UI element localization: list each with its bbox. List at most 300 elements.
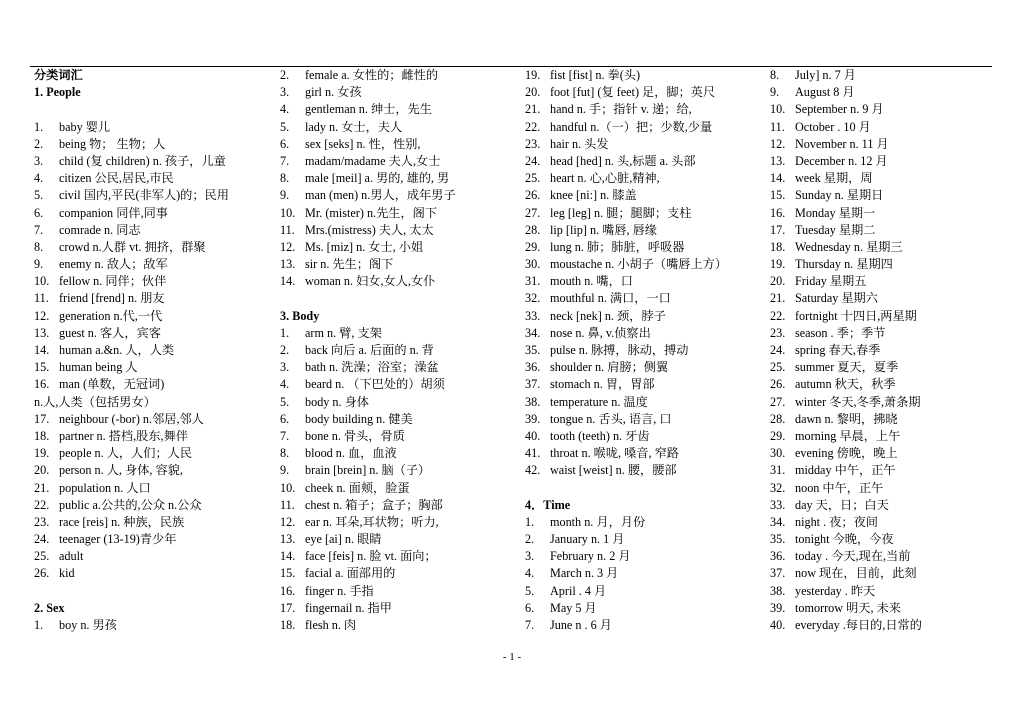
entry-number: 19. bbox=[770, 257, 786, 272]
entry-number: 20. bbox=[770, 274, 786, 289]
entry-text: kid bbox=[59, 566, 75, 581]
vocab-entry bbox=[280, 531, 520, 548]
vocab-entry bbox=[280, 445, 520, 462]
spacer bbox=[280, 290, 520, 307]
entry-text: December n. 12 月 bbox=[795, 153, 888, 168]
entry-number: 33. bbox=[525, 308, 541, 323]
entry-number: 30. bbox=[770, 446, 786, 461]
vocab-entry bbox=[34, 119, 274, 136]
column-4 bbox=[770, 67, 1010, 634]
entry-number: 11. bbox=[280, 497, 295, 512]
entry-text: man (men) n.男人，成年男子 bbox=[305, 188, 456, 203]
entry-text: tomorrow 明天, 未来 bbox=[795, 600, 901, 615]
vocab-entry bbox=[770, 67, 1010, 84]
entry-number: 1. bbox=[34, 618, 44, 632]
spacer bbox=[34, 583, 274, 600]
vocab-entry bbox=[525, 205, 765, 222]
entry-text: hand n. 手；指针 v. 递；给, bbox=[550, 102, 692, 117]
vocab-entry bbox=[280, 119, 520, 136]
entry-number: 35. bbox=[770, 532, 786, 547]
entry-number: 13. bbox=[280, 257, 296, 272]
entry-number: 6. bbox=[525, 600, 535, 615]
vocab-entry bbox=[34, 153, 274, 170]
entry-text: race [reis] n. 种族，民族 bbox=[59, 514, 185, 529]
vocab-entry bbox=[770, 342, 1010, 359]
vocab-entry bbox=[525, 411, 765, 428]
entry-number: 6. bbox=[280, 136, 290, 151]
vocab-entry bbox=[280, 411, 520, 428]
entry-text: autumn 秋天，秋季 bbox=[795, 377, 896, 392]
entry-text: male [meil] a. 男的, 雄的, 男 bbox=[305, 171, 450, 186]
vocab-entry bbox=[525, 462, 765, 479]
vocab-entry bbox=[34, 497, 274, 514]
entry-number: 24. bbox=[34, 532, 50, 547]
entry-text: temperature n. 温度 bbox=[550, 394, 648, 409]
entry-text: season . 季；季节 bbox=[795, 325, 886, 340]
vocab-entry bbox=[280, 101, 520, 118]
entry-text: week 星期，周 bbox=[795, 171, 873, 186]
vocab-entry bbox=[34, 565, 274, 582]
vocab-entry bbox=[280, 222, 520, 239]
entry-text: blood n. 血，血液 bbox=[305, 446, 397, 461]
entry-text: face [feis] n. 脸 vt. 面向； bbox=[305, 549, 437, 564]
entry-number: 8. bbox=[770, 68, 780, 82]
vocab-entry bbox=[525, 600, 765, 617]
entry-text: Mr. (mister) n.先生，阁下 bbox=[305, 205, 438, 220]
vocab-entry bbox=[525, 325, 765, 342]
vocab-entry bbox=[770, 170, 1010, 187]
entry-text: evening 傍晚，晚上 bbox=[795, 446, 898, 461]
entry-text: teenager (13-19)青少年 bbox=[59, 532, 177, 547]
vocab-entry bbox=[525, 153, 765, 170]
vocab-entry bbox=[770, 84, 1010, 101]
entry-text: heart n. 心,心脏,精神, bbox=[550, 171, 660, 186]
entry-number: 32. bbox=[525, 291, 541, 306]
page-number: - 1 - bbox=[502, 651, 522, 663]
vocab-entry bbox=[34, 445, 274, 462]
entry-number: 41. bbox=[525, 446, 541, 461]
vocab-entry bbox=[280, 84, 520, 101]
entry-number: 33. bbox=[770, 497, 786, 512]
entry-text: cheek n. 面颊，脸蛋 bbox=[305, 480, 410, 495]
vocab-entry bbox=[770, 290, 1010, 307]
vocab-entry bbox=[525, 548, 765, 565]
entry-number: 39. bbox=[525, 411, 541, 426]
vocab-entry bbox=[34, 359, 274, 376]
vocab-entry bbox=[770, 497, 1010, 514]
entry-text: leg [leg] n. 腿；腿脚；支柱 bbox=[550, 205, 692, 220]
entry-number: 34. bbox=[770, 514, 786, 529]
vocab-entry bbox=[770, 531, 1010, 548]
vocab-entry bbox=[280, 67, 520, 84]
vocab-entry bbox=[770, 548, 1010, 565]
entry-number: 39. bbox=[770, 600, 786, 615]
entry-text: comrade n. 同志 bbox=[59, 222, 141, 237]
vocab-entry bbox=[34, 290, 274, 307]
entry-text: May 5 月 bbox=[550, 600, 597, 615]
entry-text: March n. 3 月 bbox=[550, 566, 619, 581]
vocab-entry bbox=[280, 153, 520, 170]
vocab-entry bbox=[280, 342, 520, 359]
entry-number: 25. bbox=[525, 171, 541, 186]
entry-number: 5. bbox=[34, 188, 44, 203]
vocab-entry bbox=[280, 376, 520, 393]
entry-number: 8. bbox=[280, 446, 290, 461]
entry-number: 13. bbox=[34, 325, 50, 340]
entry-text: day 天，日；白天 bbox=[795, 497, 889, 512]
entry-text: bone n. 骨头，骨质 bbox=[305, 428, 405, 443]
entry-text: foot [fut] (复 feet) 足，脚；英尺 bbox=[550, 85, 716, 100]
entry-text: knee [ni:] n. 膝盖 bbox=[550, 188, 637, 203]
vocab-entry bbox=[280, 325, 520, 342]
entry-text: morning 早晨，上午 bbox=[795, 428, 901, 443]
section-heading: 4．Time bbox=[525, 497, 571, 512]
entry-text: everyday .每日的,日常的 bbox=[795, 618, 922, 632]
entry-number: 31. bbox=[770, 463, 786, 478]
entry-text: human a.&n. 人，人类 bbox=[59, 343, 175, 357]
entry-number: 23. bbox=[525, 136, 541, 151]
entry-text: adult bbox=[59, 549, 84, 564]
entry-text: fortnight 十四日,两星期 bbox=[795, 308, 917, 323]
entry-number: 6. bbox=[280, 411, 290, 426]
section-heading: 3. Body bbox=[280, 308, 320, 323]
entry-number: 20. bbox=[34, 463, 50, 478]
entry-text: eye [ai] n. 眼睛 bbox=[305, 532, 382, 547]
entry-text: friend [frend] n. 朋友 bbox=[59, 291, 165, 306]
entry-number: 1. bbox=[525, 514, 535, 529]
vocab-entry bbox=[525, 342, 765, 359]
vocab-entry bbox=[280, 583, 520, 600]
entry-text: ear n. 耳朵,耳状物；听力, bbox=[305, 514, 439, 529]
entry-text: public a.公共的,公众 n.公众 bbox=[59, 497, 202, 512]
entry-number: 8. bbox=[34, 239, 44, 254]
entry-number: 7. bbox=[525, 618, 535, 632]
entry-continuation: n.人,人类（包括男女） bbox=[34, 394, 156, 409]
vocab-entry bbox=[280, 428, 520, 445]
entry-number: 35. bbox=[525, 343, 541, 357]
vocab-entry bbox=[280, 273, 520, 290]
entry-text: lung n. 肺；肺脏，呼吸器 bbox=[550, 239, 685, 254]
entry-text: citizen 公民,居民,市民 bbox=[59, 171, 174, 186]
vocab-entry bbox=[525, 617, 765, 634]
entry-text: partner n. 搭档,股东,舞伴 bbox=[59, 428, 188, 443]
entry-number: 6. bbox=[34, 205, 44, 220]
entry-text: now 现在，目前，此刻 bbox=[795, 566, 917, 581]
vocab-entry bbox=[525, 428, 765, 445]
vocab-entry bbox=[34, 308, 274, 325]
entry-number: 5. bbox=[280, 119, 290, 134]
column-2 bbox=[280, 67, 520, 634]
entry-text: madam/madame 夫人,女士 bbox=[305, 153, 441, 168]
vocab-entry bbox=[34, 170, 274, 187]
entry-text: being 物； 生物；人 bbox=[59, 136, 166, 151]
entry-text: Sunday n. 星期日 bbox=[795, 188, 884, 203]
vocab-entry bbox=[525, 187, 765, 204]
entry-text: fellow n. 同伴；伙伴 bbox=[59, 274, 167, 289]
entry-number: 26. bbox=[525, 188, 541, 203]
entry-text: Wednesday n. 星期三 bbox=[795, 239, 903, 254]
entry-number: 32. bbox=[770, 480, 786, 495]
entry-number: 18. bbox=[34, 428, 50, 443]
entry-text: neck [nek] n. 颈，脖子 bbox=[550, 308, 666, 323]
entry-number: 12. bbox=[280, 239, 296, 254]
entry-number: 10. bbox=[280, 205, 296, 220]
entry-number: 37. bbox=[770, 566, 786, 581]
vocab-entry bbox=[34, 239, 274, 256]
vocab-entry bbox=[34, 136, 274, 153]
entry-number: 36. bbox=[525, 360, 541, 375]
entry-number: 19. bbox=[34, 446, 50, 461]
entry-text: sex [seks] n. 性，性别, bbox=[305, 136, 421, 151]
entry-number: 15. bbox=[770, 188, 786, 203]
vocab-entry bbox=[34, 325, 274, 342]
entry-number: 4. bbox=[34, 171, 44, 186]
document-title: 分类词汇 bbox=[34, 68, 83, 82]
entry-number: 7. bbox=[280, 153, 290, 168]
vocab-entry bbox=[280, 170, 520, 187]
vocab-entry bbox=[280, 565, 520, 582]
vocab-entry bbox=[770, 376, 1010, 393]
vocab-entry bbox=[280, 514, 520, 531]
entry-text: people n. 人，人们；人民 bbox=[59, 446, 193, 461]
vocab-entry bbox=[525, 222, 765, 239]
entry-text: brain [brein] n. 脑（子） bbox=[305, 463, 431, 478]
entry-number: 21. bbox=[770, 291, 786, 306]
vocab-entry bbox=[525, 445, 765, 462]
entry-text: month n. 月，月份 bbox=[550, 514, 646, 529]
entry-text: baby 婴儿 bbox=[59, 119, 111, 134]
entry-text: tongue n. 舌头, 语言, 口 bbox=[550, 411, 672, 426]
entry-text: man (单数，无冠词) bbox=[59, 377, 165, 392]
vocab-entry bbox=[280, 462, 520, 479]
entry-number: 16. bbox=[770, 205, 786, 220]
entry-number: 20. bbox=[525, 85, 541, 100]
entry-number: 15. bbox=[34, 360, 50, 375]
entry-text: Tuesday 星期二 bbox=[795, 222, 876, 237]
entry-text: April . 4 月 bbox=[550, 583, 607, 598]
entry-text: female a. 女性的；雌性的 bbox=[305, 68, 439, 82]
entry-text: today . 今天,现在,当前 bbox=[795, 549, 911, 564]
entry-number: 5. bbox=[280, 394, 290, 409]
vocab-entry bbox=[770, 239, 1010, 256]
vocab-entry bbox=[770, 514, 1010, 531]
entry-text: November n. 11 月 bbox=[795, 136, 889, 151]
vocab-entry bbox=[525, 101, 765, 118]
entry-number: 4. bbox=[280, 377, 290, 392]
vocab-entry bbox=[280, 359, 520, 376]
vocab-entry bbox=[280, 256, 520, 273]
entry-text: August 8 月 bbox=[795, 85, 855, 100]
entry-text: Mrs.(mistress) 夫人, 太太 bbox=[305, 222, 434, 237]
entry-number: 25. bbox=[770, 360, 786, 375]
entry-text: girl n. 女孩 bbox=[305, 85, 362, 100]
entry-text: human being 人 bbox=[59, 360, 138, 375]
entry-number: 37. bbox=[525, 377, 541, 392]
entry-text: facial a. 面部用的 bbox=[305, 566, 396, 581]
vocab-entry bbox=[280, 205, 520, 222]
vocab-entry bbox=[770, 583, 1010, 600]
entry-number: 15. bbox=[280, 566, 296, 581]
entry-text: boy n. 男孩 bbox=[59, 618, 117, 632]
vocab-entry bbox=[34, 256, 274, 273]
vocab-entry bbox=[525, 376, 765, 393]
entry-text: Monday 星期一 bbox=[795, 205, 876, 220]
entry-number: 7. bbox=[280, 428, 290, 443]
vocab-entry bbox=[525, 84, 765, 101]
entry-number: 3. bbox=[525, 549, 535, 564]
entry-text: body building n. 健美 bbox=[305, 411, 413, 426]
entry-text: back 向后 a. 后面的 n. 背 bbox=[305, 343, 434, 357]
vocab-entry bbox=[525, 308, 765, 325]
vocab-entry bbox=[34, 411, 274, 428]
vocab-entry bbox=[34, 222, 274, 239]
entry-number: 17. bbox=[34, 411, 50, 426]
entry-number: 17. bbox=[770, 222, 786, 237]
entry-text: January n. 1 月 bbox=[550, 532, 625, 547]
entry-text: arm n. 臂, 支架 bbox=[305, 325, 382, 340]
entry-number: 16. bbox=[34, 377, 50, 392]
vocab-entry bbox=[770, 308, 1010, 325]
entry-text: July] n. 7 月 bbox=[795, 68, 856, 82]
vocab-entry bbox=[770, 359, 1010, 376]
vocab-entry bbox=[525, 239, 765, 256]
vocab-entry bbox=[280, 548, 520, 565]
entry-number: 4. bbox=[525, 566, 535, 581]
vocab-entry bbox=[770, 480, 1010, 497]
entry-number: 18. bbox=[770, 239, 786, 254]
vocab-entry bbox=[280, 600, 520, 617]
entry-number: 11. bbox=[34, 291, 49, 306]
entry-number: 16. bbox=[280, 583, 296, 598]
entry-text: lady n. 女士，夫人 bbox=[305, 119, 403, 134]
entry-text: midday 中午，正午 bbox=[795, 463, 896, 478]
entry-text: Saturday 星期六 bbox=[795, 291, 878, 306]
entry-number: 10. bbox=[770, 102, 786, 117]
entry-text: sir n. 先生；阁下 bbox=[305, 257, 394, 272]
entry-text: mouth n. 嘴，口 bbox=[550, 274, 633, 289]
entry-text: handful n.（一）把；少数,少量 bbox=[550, 119, 713, 134]
vocab-entry bbox=[525, 565, 765, 582]
entry-number: 27. bbox=[525, 205, 541, 220]
entry-number: 14. bbox=[280, 549, 296, 564]
vocab-entry bbox=[280, 617, 520, 634]
entry-text: gentleman n. 绅士，先生 bbox=[305, 102, 432, 117]
entry-number: 21. bbox=[34, 480, 50, 495]
entry-text: head [hed] n. 头,标题 a. 头部 bbox=[550, 153, 696, 168]
entry-number: 24. bbox=[525, 153, 541, 168]
entry-number: 28. bbox=[770, 411, 786, 426]
vocab-entry bbox=[525, 136, 765, 153]
vocab-entry bbox=[525, 170, 765, 187]
vocab-entry bbox=[280, 394, 520, 411]
entry-text: nose n. 鼻, v.侦察出 bbox=[550, 325, 651, 340]
vocab-entry bbox=[525, 359, 765, 376]
vocab-entry bbox=[770, 153, 1010, 170]
vocab-entry bbox=[280, 480, 520, 497]
entry-text: June n . 6 月 bbox=[550, 618, 612, 632]
entry-text: guest n. 客人，宾客 bbox=[59, 325, 161, 340]
entry-number: 26. bbox=[770, 377, 786, 392]
entry-number: 42. bbox=[525, 463, 541, 478]
entry-number: 1. bbox=[280, 325, 290, 340]
entry-number: 24. bbox=[770, 343, 786, 357]
vocab-entry bbox=[34, 342, 274, 359]
entry-number: 23. bbox=[770, 325, 786, 340]
entry-text: dawn n. 黎明，拂晓 bbox=[795, 411, 898, 426]
vocab-entry bbox=[525, 290, 765, 307]
vocab-entry bbox=[525, 514, 765, 531]
entry-number: 17. bbox=[280, 600, 296, 615]
entry-number: 7. bbox=[34, 222, 44, 237]
vocab-entry bbox=[770, 256, 1010, 273]
vocab-entry bbox=[34, 273, 274, 290]
entry-text: crowd n.人群 vt. 拥挤，群聚 bbox=[59, 239, 206, 254]
entry-number: 29. bbox=[770, 428, 786, 443]
section-heading: 2. Sex bbox=[34, 600, 65, 615]
entry-text: body n. 身体 bbox=[305, 394, 369, 409]
section-heading: 1. People bbox=[34, 85, 81, 100]
entry-text: winter 冬天,冬季,萧条期 bbox=[795, 394, 921, 409]
vocab-entry bbox=[525, 394, 765, 411]
vocab-entry bbox=[770, 445, 1010, 462]
vocab-entry bbox=[280, 136, 520, 153]
entry-number: 31. bbox=[525, 274, 541, 289]
vocab-entry bbox=[34, 462, 274, 479]
column-3 bbox=[525, 67, 765, 634]
entry-text: February n. 2 月 bbox=[550, 549, 631, 564]
entry-number: 22. bbox=[770, 308, 786, 323]
entry-number: 38. bbox=[525, 394, 541, 409]
entry-text: yesterday . 昨天 bbox=[795, 583, 876, 598]
vocab-entry bbox=[770, 222, 1010, 239]
entry-text: October . 10 月 bbox=[795, 119, 871, 134]
vocab-entry bbox=[34, 205, 274, 222]
entry-number: 12. bbox=[280, 514, 296, 529]
vocab-entry bbox=[770, 617, 1010, 634]
entry-text: companion 同伴,同事 bbox=[59, 205, 168, 220]
entry-number: 13. bbox=[280, 532, 296, 547]
entry-number: 40. bbox=[525, 428, 541, 443]
vocab-entry bbox=[34, 187, 274, 204]
entry-number: 12. bbox=[770, 136, 786, 151]
entry-number: 4. bbox=[280, 102, 290, 117]
vocab-entry bbox=[770, 205, 1010, 222]
entry-text: person n. 人, 身体, 容貌, bbox=[59, 463, 183, 478]
entry-text: lip [lip] n. 嘴唇, 唇缘 bbox=[550, 222, 657, 237]
vocab-entry bbox=[525, 531, 765, 548]
entry-number: 19. bbox=[525, 68, 541, 82]
vocab-entry bbox=[280, 187, 520, 204]
vocab-entry bbox=[34, 617, 274, 634]
vocab-entry bbox=[770, 565, 1010, 582]
entry-text: fingernail n. 指甲 bbox=[305, 600, 392, 615]
vocab-entry bbox=[525, 256, 765, 273]
vocab-entry bbox=[770, 411, 1010, 428]
entry-number: 29. bbox=[525, 239, 541, 254]
entry-number: 10. bbox=[280, 480, 296, 495]
vocab-entry bbox=[770, 462, 1010, 479]
entry-number: 14. bbox=[280, 274, 296, 289]
vocab-entry bbox=[770, 600, 1010, 617]
entry-number: 9. bbox=[34, 257, 44, 272]
vocab-entry bbox=[34, 548, 274, 565]
entry-text: stomach n. 胃，胃部 bbox=[550, 377, 655, 392]
spacer bbox=[525, 480, 765, 497]
entry-number: 5. bbox=[525, 583, 535, 598]
entry-text: flesh n. 肉 bbox=[305, 618, 357, 632]
entry-number: 25. bbox=[34, 549, 50, 564]
entry-number: 9. bbox=[770, 85, 780, 100]
